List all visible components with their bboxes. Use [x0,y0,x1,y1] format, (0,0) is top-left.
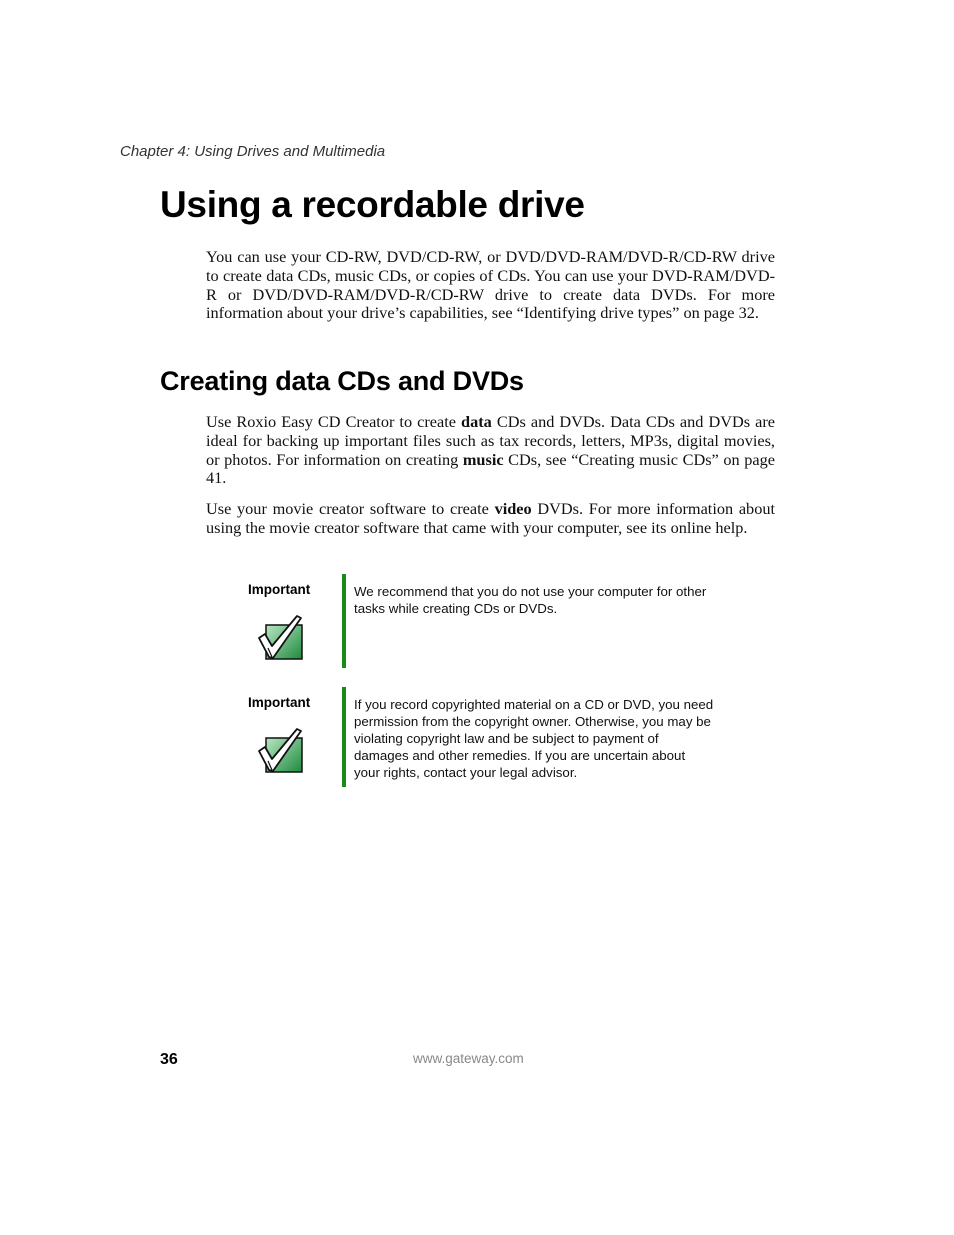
data-cds-paragraph [206,413,775,488]
bold-term-music: music [462,449,504,469]
paragraph-text: CDs and DVDs. Data CDs and DVDs are ideal for backing up important files such as tax records, letters, MP3s, digital movies, or photos. For information on creating [206,412,775,469]
running-head: Chapter 4: Using Drives and Multimedia [120,143,386,160]
paragraph-text: Use Roxio Easy CD Creator to create [206,412,462,431]
note-accent-bar [342,687,346,787]
note-text: If you record copyrighted material on a CD or DVD, you need permission from the copyright owner. Otherwise, you may be violating copyright law and be subject to payment of damages and other remedies. If you are uncertain about your rights, contact your legal advisor. [354,697,714,780]
paragraph-text: CDs, see “Creating music CDs” on page 41. [206,449,775,488]
bold-term-data: data [461,412,492,431]
paragraph-text: DVDs. For more information about using the movie creator software that came with your computer, see its online help. [206,499,776,537]
note-label: Important [248,582,311,597]
section-title: Creating data CDs and DVDs [160,366,524,396]
note-text: We recommend that you do not use your computer for other tasks while creating CDs or DVDs. [354,584,707,616]
page-title: Using a recordable drive [160,184,585,225]
intro-paragraph: You can use your CD-RW, DVD/CD-RW, or DVD/DVD-RAM/DVD-R/CD-RW drive to create data CDs, music CDs, or copies of CDs. You can use your DVD-RAM/DVD-R or DVD/DVD-RAM/DVD-R/CD-RW drive to create data DVDs. For more information about your drive’s capabilities, see “Identifying drive types” on page 32. [206,247,775,323]
note-label: Important [248,695,311,710]
checkmark-icon [256,612,306,662]
bold-term-video: video [494,499,532,518]
paragraph-text: Use your movie creator software to create [206,499,495,518]
note-accent-bar [342,574,346,668]
video-dvds-paragraph [206,500,775,538]
footer-url[interactable]: www.gateway.com [413,1051,524,1066]
page-number: 36 [160,1051,178,1068]
checkmark-icon [256,725,306,775]
